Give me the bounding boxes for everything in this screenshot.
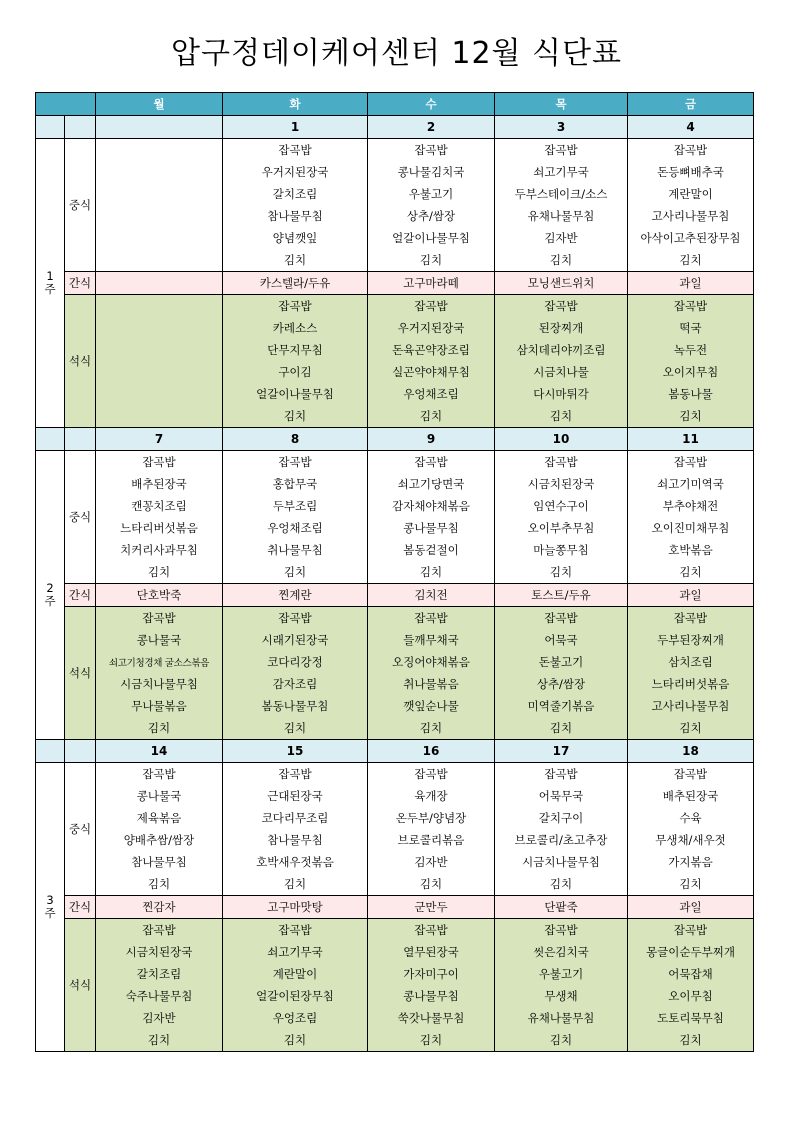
lunch-item: 잡곡밥 [223, 139, 368, 162]
dinner-item: 오이지무침 [628, 361, 754, 383]
dinner-item: 어묵국 [495, 629, 628, 651]
dinner-item: 김치 [495, 1029, 628, 1052]
dinner-item: 김치 [628, 1029, 754, 1052]
date-cell: 8 [223, 428, 368, 451]
lunch-item: 콩나물국 [96, 785, 223, 807]
date-cell: 17 [495, 740, 628, 763]
dinner-item: 잡곡밥 [495, 607, 628, 630]
dinner-item: 단무지무침 [223, 339, 368, 361]
lunch-row [36, 139, 754, 162]
lunch-item: 참나물무침 [223, 205, 368, 227]
dinner-item: 잡곡밥 [368, 919, 495, 942]
date-cell: 1 [223, 116, 368, 139]
snack-row [36, 896, 754, 919]
lunch-item: 김치 [223, 561, 368, 584]
date-cell: 15 [223, 740, 368, 763]
dinner-item: 취나물볶음 [368, 673, 495, 695]
lunch-item: 상추/쌈장 [368, 205, 495, 227]
dinner-row [36, 339, 754, 361]
dinner-item: 갈치조림 [96, 963, 223, 985]
dinner-label: 석식 [65, 919, 96, 1052]
lunch-item: 두부스테이크/소스 [495, 183, 628, 205]
lunch-item: 돈등뼈배추국 [628, 161, 754, 183]
lunch-item: 잡곡밥 [223, 763, 368, 786]
dinner-item: 도토리묵무침 [628, 1007, 754, 1029]
dinner-item: 잡곡밥 [96, 919, 223, 942]
lunch-item: 양념깻잎 [223, 227, 368, 249]
date-cell: 18 [628, 740, 754, 763]
header-corner [36, 93, 96, 116]
page-title: 압구정데이케어센터 12월 식단표 [171, 36, 622, 71]
dinner-row [36, 361, 754, 383]
lunch-item: 김치 [96, 873, 223, 896]
dinner-item: 상추/쌈장 [495, 673, 628, 695]
lunch-item: 갈치구이 [495, 807, 628, 829]
dinner-item: 김치 [96, 717, 223, 740]
lunch-item: 오이부추무침 [495, 517, 628, 539]
date-row-blank [36, 428, 65, 451]
lunch-item: 잡곡밥 [368, 451, 495, 474]
dinner-item: 잡곡밥 [368, 295, 495, 318]
lunch-item: 두부조림 [223, 495, 368, 517]
dinner-item: 콩나물무침 [368, 985, 495, 1007]
dinner-item: 계란말이 [223, 963, 368, 985]
day-header: 목 [495, 93, 628, 116]
dinner-item: 얼갈이나물무침 [223, 383, 368, 405]
date-cell: 3 [495, 116, 628, 139]
dinner-item: 삼치데리야끼조림 [495, 339, 628, 361]
dinner-label: 석식 [65, 295, 96, 428]
lunch-item: 잡곡밥 [495, 763, 628, 786]
lunch-item [96, 249, 223, 272]
dinner-row [36, 941, 754, 963]
snack-item: 찐감자 [96, 896, 223, 919]
dinner-item: 잡곡밥 [223, 295, 368, 318]
date-cell: 4 [628, 116, 754, 139]
snack-item: 김치전 [368, 584, 495, 607]
dinner-item: 얼갈이된장무침 [223, 985, 368, 1007]
lunch-row [36, 227, 754, 249]
dinner-row [36, 919, 754, 942]
dinner-item [96, 339, 223, 361]
lunch-item: 봄동겉절이 [368, 539, 495, 561]
snack-item: 군만두 [368, 896, 495, 919]
dinner-row [36, 673, 754, 695]
lunch-row [36, 495, 754, 517]
dinner-row [36, 1007, 754, 1029]
lunch-row [36, 517, 754, 539]
lunch-row [36, 473, 754, 495]
lunch-item: 김치 [223, 873, 368, 896]
lunch-item: 김치 [223, 249, 368, 272]
dinner-item: 우거지된장국 [368, 317, 495, 339]
snack-label: 간식 [65, 584, 96, 607]
date-row [36, 116, 754, 139]
dinner-row [36, 629, 754, 651]
dinner-item: 잡곡밥 [628, 607, 754, 630]
snack-item: 과일 [628, 272, 754, 295]
dinner-item: 떡국 [628, 317, 754, 339]
dinner-item: 김자반 [96, 1007, 223, 1029]
lunch-item: 김치 [628, 561, 754, 584]
dinner-item [96, 317, 223, 339]
lunch-label: 중식 [65, 451, 96, 584]
lunch-item: 김자반 [368, 851, 495, 873]
lunch-item: 김치 [495, 249, 628, 272]
dinner-item: 몽글이순두부찌개 [628, 941, 754, 963]
lunch-item: 잡곡밥 [628, 451, 754, 474]
lunch-item: 감자채야채볶음 [368, 495, 495, 517]
dinner-item: 느타리버섯볶음 [628, 673, 754, 695]
dinner-row [36, 717, 754, 740]
snack-item: 과일 [628, 584, 754, 607]
date-cell: 14 [96, 740, 223, 763]
lunch-item: 오이진미채무침 [628, 517, 754, 539]
week-label: 3 주 [36, 763, 65, 1052]
dinner-item [96, 295, 223, 318]
lunch-item: 육개장 [368, 785, 495, 807]
lunch-item: 캔꽁치조림 [96, 495, 223, 517]
lunch-item: 양배추쌈/쌈장 [96, 829, 223, 851]
lunch-item: 잡곡밥 [223, 451, 368, 474]
lunch-item: 느타리버섯볶음 [96, 517, 223, 539]
dinner-item: 잡곡밥 [96, 607, 223, 630]
lunch-item: 무생채/새우젓 [628, 829, 754, 851]
date-cell [96, 116, 223, 139]
dinner-item [96, 383, 223, 405]
lunch-item: 김자반 [495, 227, 628, 249]
date-row-blank [65, 428, 96, 451]
lunch-row [36, 249, 754, 272]
dinner-item: 다시마튀각 [495, 383, 628, 405]
dinner-item: 어묵잡채 [628, 963, 754, 985]
lunch-item: 김치 [628, 249, 754, 272]
date-row [36, 740, 754, 763]
snack-item [96, 272, 223, 295]
lunch-item: 취나물무침 [223, 539, 368, 561]
dinner-item: 가자미구이 [368, 963, 495, 985]
lunch-item: 시금치나물무침 [495, 851, 628, 873]
lunch-item: 김치 [368, 249, 495, 272]
lunch-item: 김치 [628, 873, 754, 896]
dinner-row [36, 963, 754, 985]
lunch-item: 갈치조림 [223, 183, 368, 205]
lunch-row [36, 785, 754, 807]
lunch-row [36, 539, 754, 561]
day-header: 화 [223, 93, 368, 116]
lunch-item: 브로콜리볶음 [368, 829, 495, 851]
lunch-item: 잡곡밥 [495, 139, 628, 162]
dinner-item: 무생채 [495, 985, 628, 1007]
date-row-blank [65, 116, 96, 139]
lunch-item: 고사리나물무침 [628, 205, 754, 227]
lunch-item: 우엉채조림 [223, 517, 368, 539]
lunch-item: 김치 [495, 873, 628, 896]
dinner-item: 쇠고기청경채 굴소스볶음 [96, 651, 223, 673]
dinner-row [36, 695, 754, 717]
snack-item: 고구마라떼 [368, 272, 495, 295]
dinner-item: 봄동나물무침 [223, 695, 368, 717]
lunch-item: 제육볶음 [96, 807, 223, 829]
dinner-item: 코다리강정 [223, 651, 368, 673]
dinner-item: 실곤약야채무침 [368, 361, 495, 383]
lunch-item: 콩나물무침 [368, 517, 495, 539]
lunch-item: 우거지된장국 [223, 161, 368, 183]
date-cell: 16 [368, 740, 495, 763]
lunch-item: 쇠고기무국 [495, 161, 628, 183]
dinner-item: 우불고기 [495, 963, 628, 985]
dinner-item: 씻은김치국 [495, 941, 628, 963]
meal-plan-table [35, 92, 754, 1052]
lunch-row [36, 451, 754, 474]
dinner-row [36, 383, 754, 405]
snack-item: 과일 [628, 896, 754, 919]
dinner-item: 감자조림 [223, 673, 368, 695]
lunch-item: 수육 [628, 807, 754, 829]
lunch-row [36, 183, 754, 205]
lunch-item: 배추된장국 [628, 785, 754, 807]
dinner-item: 무나물볶음 [96, 695, 223, 717]
lunch-row [36, 161, 754, 183]
dinner-row [36, 317, 754, 339]
dinner-item: 된장찌개 [495, 317, 628, 339]
lunch-item: 잡곡밥 [96, 451, 223, 474]
dinner-item: 돈불고기 [495, 651, 628, 673]
snack-item: 카스텔라/두유 [223, 272, 368, 295]
dinner-row [36, 607, 754, 630]
week-label: 2 주 [36, 451, 65, 740]
lunch-label: 중식 [65, 763, 96, 896]
lunch-item [96, 139, 223, 162]
snack-label: 간식 [65, 896, 96, 919]
lunch-item: 코다리무조림 [223, 807, 368, 829]
date-cell: 2 [368, 116, 495, 139]
dinner-item [96, 361, 223, 383]
lunch-item: 호박새우젓볶음 [223, 851, 368, 873]
dinner-item: 봄동나물 [628, 383, 754, 405]
lunch-item: 쇠고기미역국 [628, 473, 754, 495]
lunch-item: 김치 [495, 561, 628, 584]
lunch-row [36, 829, 754, 851]
dinner-item: 잡곡밥 [368, 607, 495, 630]
dinner-item [96, 405, 223, 428]
dinner-item: 잡곡밥 [223, 919, 368, 942]
lunch-item: 잡곡밥 [96, 763, 223, 786]
lunch-item [96, 205, 223, 227]
dinner-item: 쇠고기무국 [223, 941, 368, 963]
day-header: 금 [628, 93, 754, 116]
dinner-item: 김치 [223, 405, 368, 428]
lunch-item: 참나물무침 [96, 851, 223, 873]
lunch-item: 마늘쫑무침 [495, 539, 628, 561]
dinner-item: 돈육곤약장조림 [368, 339, 495, 361]
lunch-item [96, 183, 223, 205]
lunch-item: 가지볶음 [628, 851, 754, 873]
date-cell: 11 [628, 428, 754, 451]
dinner-item: 삼치조림 [628, 651, 754, 673]
dinner-item: 숙주나물무침 [96, 985, 223, 1007]
lunch-item: 홍합무국 [223, 473, 368, 495]
dinner-item: 깻잎순나물 [368, 695, 495, 717]
date-cell: 10 [495, 428, 628, 451]
dinner-item: 카레소스 [223, 317, 368, 339]
snack-label: 간식 [65, 272, 96, 295]
lunch-item: 쇠고기당면국 [368, 473, 495, 495]
lunch-item: 시금치된장국 [495, 473, 628, 495]
dinner-item: 미역줄기볶음 [495, 695, 628, 717]
dinner-item: 잡곡밥 [628, 919, 754, 942]
dinner-item: 쑥갓나물무침 [368, 1007, 495, 1029]
lunch-item: 배추된장국 [96, 473, 223, 495]
date-cell: 7 [96, 428, 223, 451]
lunch-row [36, 205, 754, 227]
date-row [36, 428, 754, 451]
lunch-item: 얼갈이나물무침 [368, 227, 495, 249]
dinner-item: 고사리나물무침 [628, 695, 754, 717]
snack-row [36, 272, 754, 295]
lunch-item: 우불고기 [368, 183, 495, 205]
lunch-item: 김치 [96, 561, 223, 584]
dinner-row [36, 1029, 754, 1052]
lunch-label: 중식 [65, 139, 96, 272]
lunch-item: 잡곡밥 [628, 763, 754, 786]
snack-item: 단팥죽 [495, 896, 628, 919]
lunch-row [36, 873, 754, 896]
lunch-row [36, 763, 754, 786]
lunch-item: 근대된장국 [223, 785, 368, 807]
dinner-label: 석식 [65, 607, 96, 740]
lunch-item: 계란말이 [628, 183, 754, 205]
lunch-row [36, 851, 754, 873]
dinner-item: 김치 [223, 1029, 368, 1052]
dinner-item: 김치 [628, 405, 754, 428]
lunch-row [36, 561, 754, 584]
lunch-item: 잡곡밥 [368, 763, 495, 786]
date-row-blank [36, 116, 65, 139]
dinner-row [36, 985, 754, 1007]
snack-item: 찐계란 [223, 584, 368, 607]
lunch-item: 임연수구이 [495, 495, 628, 517]
dinner-item: 시금치된장국 [96, 941, 223, 963]
lunch-item: 잡곡밥 [495, 451, 628, 474]
date-cell: 9 [368, 428, 495, 451]
dinner-item: 잡곡밥 [223, 607, 368, 630]
snack-item: 단호박죽 [96, 584, 223, 607]
dinner-row [36, 295, 754, 318]
date-row-blank [65, 740, 96, 763]
dinner-item: 유채나물무침 [495, 1007, 628, 1029]
day-header: 월 [96, 93, 223, 116]
lunch-item: 유채나물무침 [495, 205, 628, 227]
lunch-item: 콩나물김치국 [368, 161, 495, 183]
lunch-item [96, 161, 223, 183]
snack-item: 토스트/두유 [495, 584, 628, 607]
dinner-item: 김치 [495, 717, 628, 740]
dinner-item: 열무된장국 [368, 941, 495, 963]
lunch-item: 김치 [368, 873, 495, 896]
dinner-item: 김치 [368, 717, 495, 740]
week-label: 1 주 [36, 139, 65, 428]
lunch-item: 어묵무국 [495, 785, 628, 807]
lunch-item: 치커리사과무침 [96, 539, 223, 561]
lunch-row [36, 807, 754, 829]
lunch-item: 참나물무침 [223, 829, 368, 851]
date-row-blank [36, 740, 65, 763]
day-header: 수 [368, 93, 495, 116]
header-row [36, 93, 754, 116]
snack-row [36, 584, 754, 607]
dinner-item: 김치 [368, 1029, 495, 1052]
snack-item: 고구마맛탕 [223, 896, 368, 919]
lunch-item: 잡곡밥 [368, 139, 495, 162]
lunch-item [96, 227, 223, 249]
dinner-item: 김치 [368, 405, 495, 428]
lunch-item: 호박볶음 [628, 539, 754, 561]
dinner-row [36, 405, 754, 428]
dinner-item: 잡곡밥 [495, 919, 628, 942]
dinner-item: 시금치나물 [495, 361, 628, 383]
lunch-item: 온두부/양념장 [368, 807, 495, 829]
lunch-item: 부추야채전 [628, 495, 754, 517]
dinner-item: 김치 [223, 717, 368, 740]
lunch-item: 김치 [368, 561, 495, 584]
dinner-item: 오이무침 [628, 985, 754, 1007]
lunch-item: 아삭이고추된장무침 [628, 227, 754, 249]
dinner-row [36, 651, 754, 673]
lunch-item: 잡곡밥 [628, 139, 754, 162]
dinner-item: 잡곡밥 [628, 295, 754, 318]
dinner-item: 김치 [628, 717, 754, 740]
dinner-item: 잡곡밥 [495, 295, 628, 318]
dinner-item: 김치 [96, 1029, 223, 1052]
snack-item: 모닝샌드위치 [495, 272, 628, 295]
dinner-item: 들깨무채국 [368, 629, 495, 651]
dinner-item: 오징어야채볶음 [368, 651, 495, 673]
dinner-item: 두부된장찌개 [628, 629, 754, 651]
dinner-item: 시래기된장국 [223, 629, 368, 651]
dinner-item: 우엉채조림 [368, 383, 495, 405]
dinner-item: 녹두전 [628, 339, 754, 361]
dinner-item: 김치 [495, 405, 628, 428]
dinner-item: 콩나물국 [96, 629, 223, 651]
lunch-item: 브로콜리/초고추장 [495, 829, 628, 851]
dinner-item: 구이김 [223, 361, 368, 383]
dinner-item: 우엉조림 [223, 1007, 368, 1029]
dinner-item: 시금치나물무침 [96, 673, 223, 695]
